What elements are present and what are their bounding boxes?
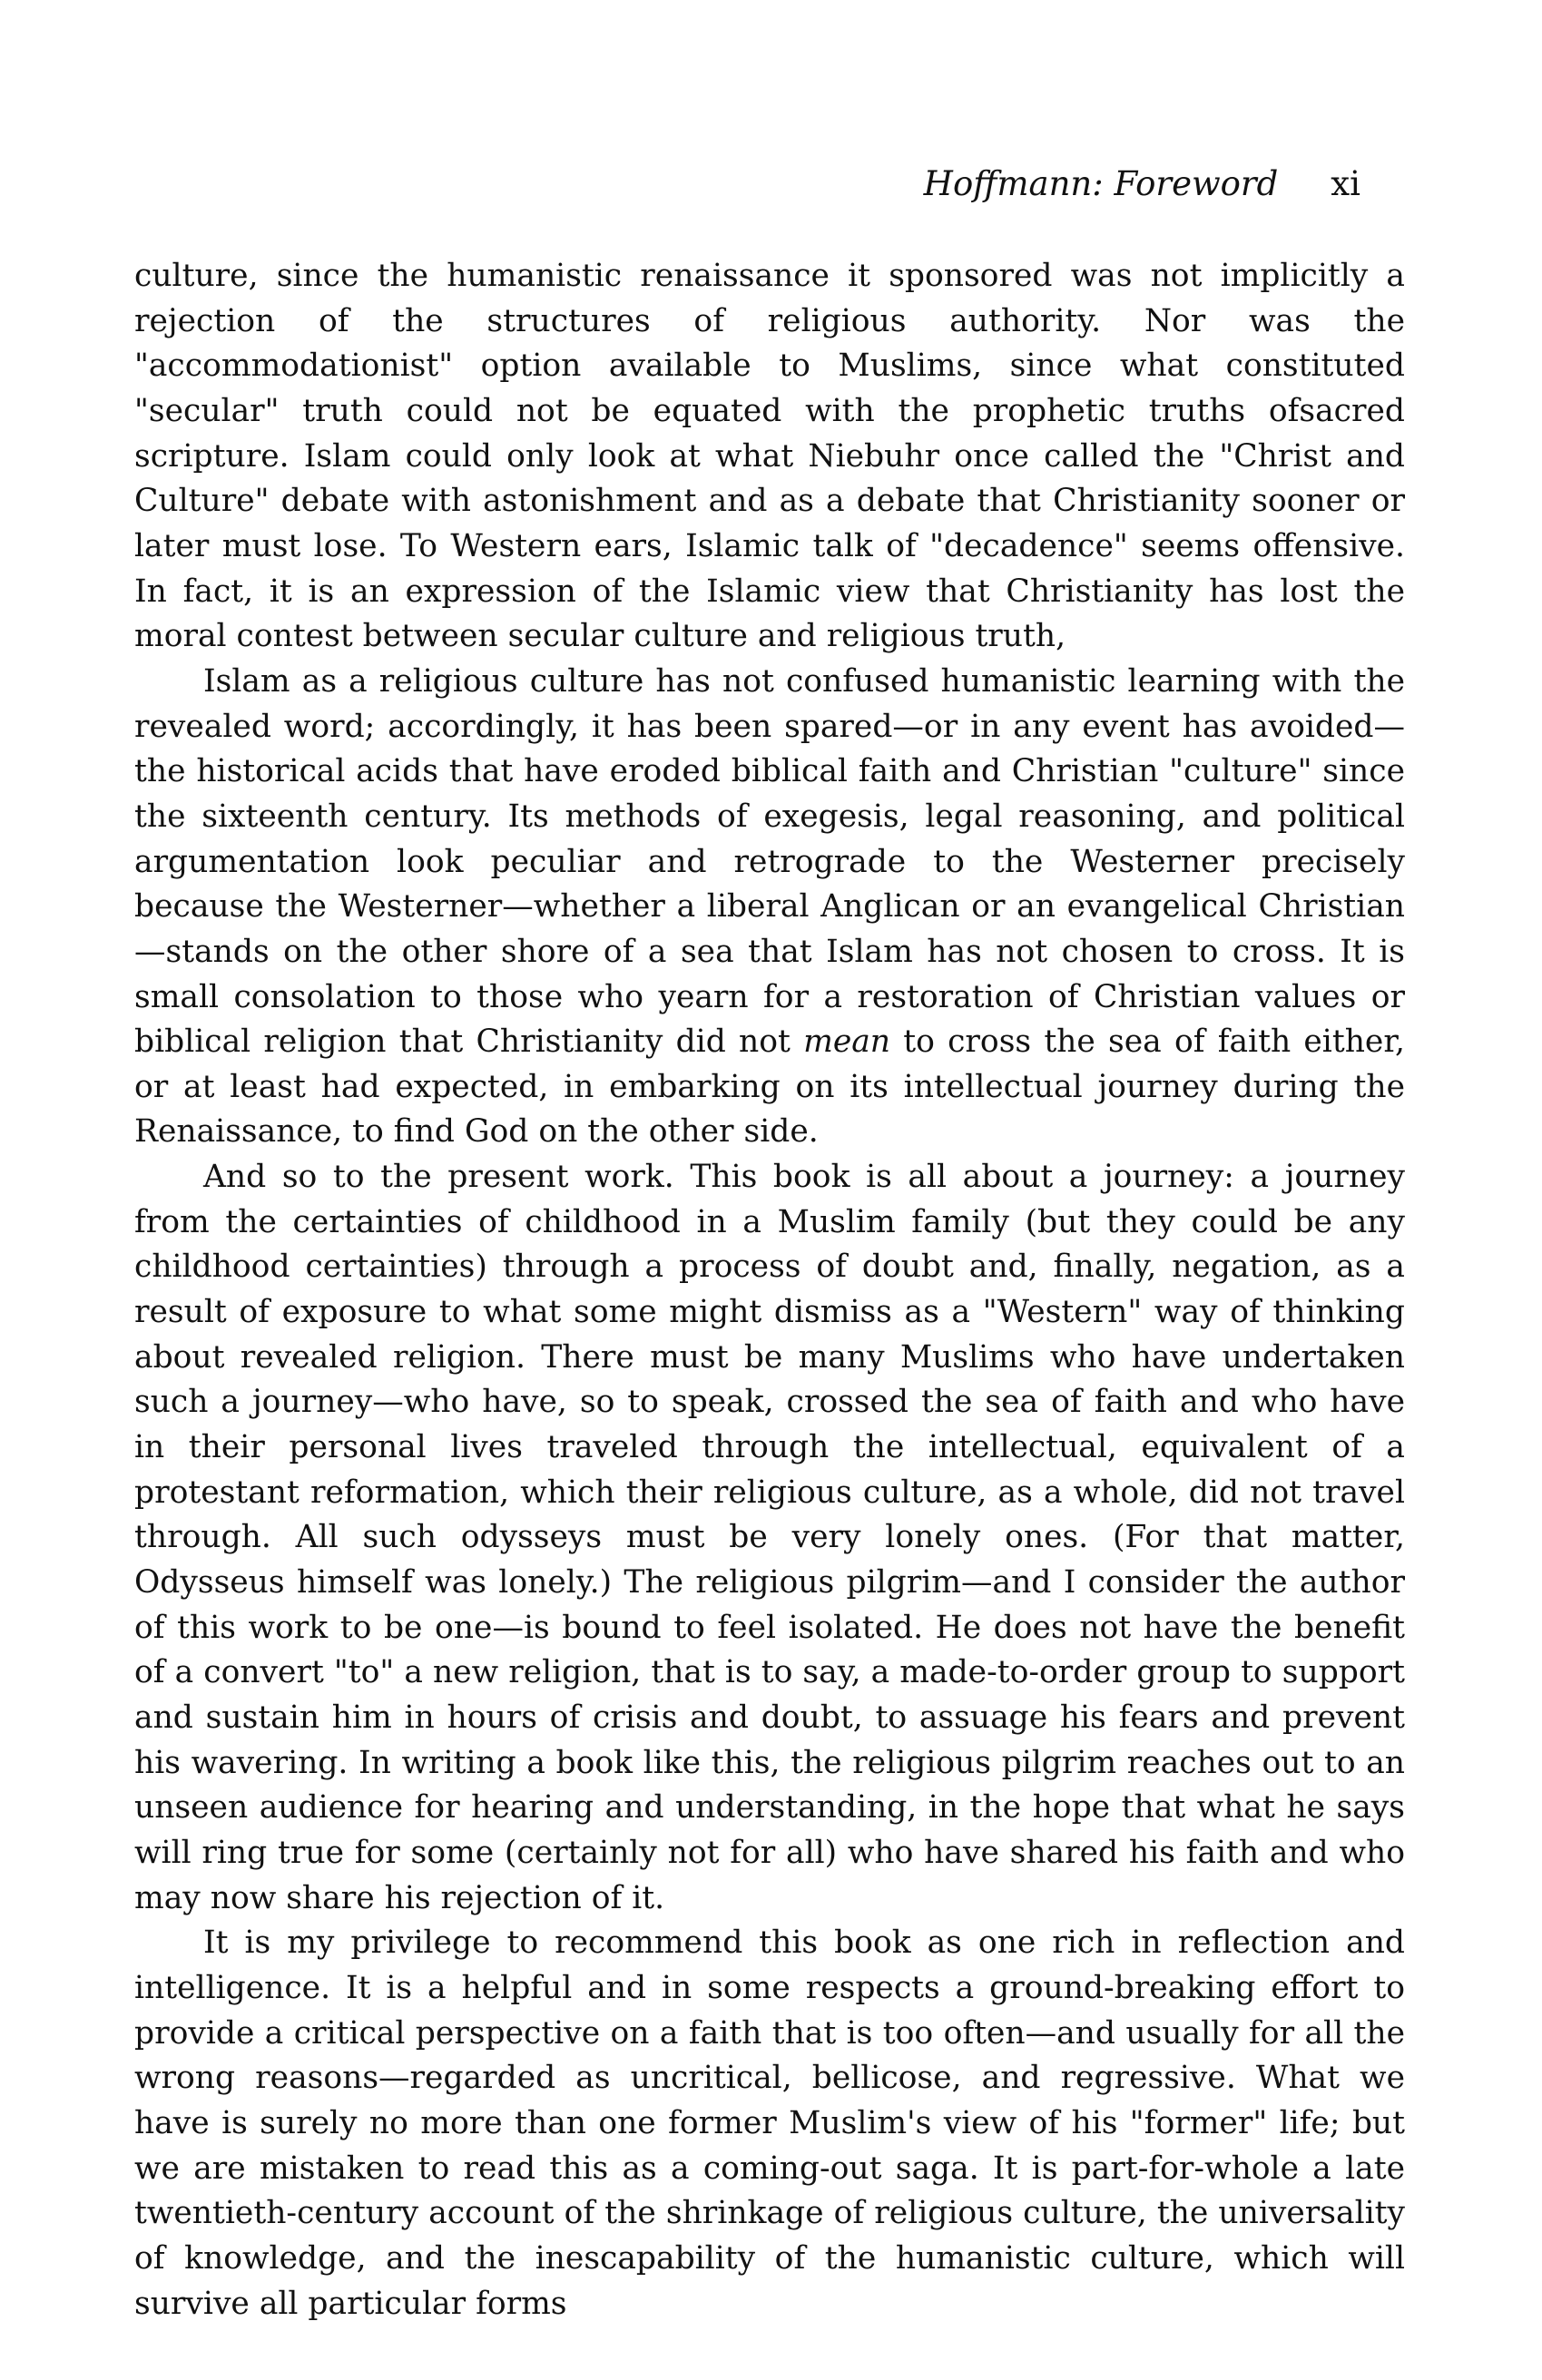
- running-title: Hoffmann: Foreword: [923, 164, 1279, 203]
- body-text: [134, 254, 1405, 2326]
- paragraph-4: It is my privilege to recommend this book as one rich in reflection and intelligence. It is a helpful and in some respects a ground-breaking effort to provide a critical perspective on a faith that is too often—and usually for all the wrong reasons—regarded as uncritical, bellicose, and regressive. What we have is surely no more than one former Muslim's view of his "former" life; but we are mistaken to read this as a coming-out saga. It is part-for-whole a late twentieth-century account of the shrinkage of religious culture, the universality of knowledge, and the inescapability of the humanistic culture, which will survive all particular forms: [134, 1925, 1405, 2322]
- paragraph-1: culture, since the humanistic renaissance it sponsored was not implicitly a rejection of the structures of religious authority. Nor was the "accommodationist" option available to Muslims, since what constituted "secular" truth could not be equated with the prophetic truths ofsacred scripture. Islam could only look at what Niebuhr once called the "Christ and Culture" debate with astonishment and as a debate that Christianity sooner or later must lose. To Western ears, Islamic talk of "decadence" seems offensive. In fact, it is an expression of the Islamic view that Christianity has lost the moral contest between secular culture and religious truth,: [134, 258, 1405, 655]
- paragraph-2-part-1: Islam as a religious culture has not confused humanistic learning with the revealed word; accordingly, it has been spared—or in any event has avoided— the historical acids that have eroded biblical faith and Christian "culture" since the sixteenth century. Its methods of exegesis, legal reasoning, and political argumentation look peculiar and retrograde to the Westerner precisely because the Westerner—whether a liberal Anglican or an evangelical Christian—stands on the other shore of a sea that Islam has not chosen to cross. It is small consolation to those who yearn for a restoration of Christian values or biblical religion that Christianity did not: [134, 662, 1405, 1061]
- page-number: xi: [1331, 164, 1360, 203]
- paragraph-2-part-2: to cross the sea of faith either, or at least had expected, in embarking on its intellectual journey during the Renaissance, to find God on the other side.: [134, 1023, 1406, 1151]
- emphasis-mean: mean: [803, 1023, 891, 1061]
- paragraph-2: [134, 660, 1405, 1155]
- paragraph-3: And so to the present work. This book is all about a journey: a journey from the certainties of childhood in a Muslim family (but they could be any childhood certainties) through a process of doubt and, finally, negation, as a result of exposure to what some might dismiss as a "Western" way of thinking about revealed religion. There must be many Muslims who have undertaken such a journey—who have, so to speak, crossed the sea of faith and who have in their personal lives traveled through the intellectual, equivalent of a protestant reformation, which their religious culture, as a whole, did not travel through. All such odysseys must be very lonely ones. (For that matter, Odysseus himself was lonely.) The religious pilgrim—and I consider the author of this work to be one—is bound to feel isolated. He does not have the benefit of a convert "to" a new religion, that is to say, a made-to-order group to support and sustain him in hours of crisis and doubt, to assuage his fears and prevent his wavering. In writing a book like this, the religious pilgrim reaches out to an unseen audience for hearing and understanding, in the hope that what he says will ring true for some (certainly not for all) who have shared his faith and who may now share his rejection of it.: [134, 1159, 1405, 1916]
- running-head: [924, 162, 1360, 207]
